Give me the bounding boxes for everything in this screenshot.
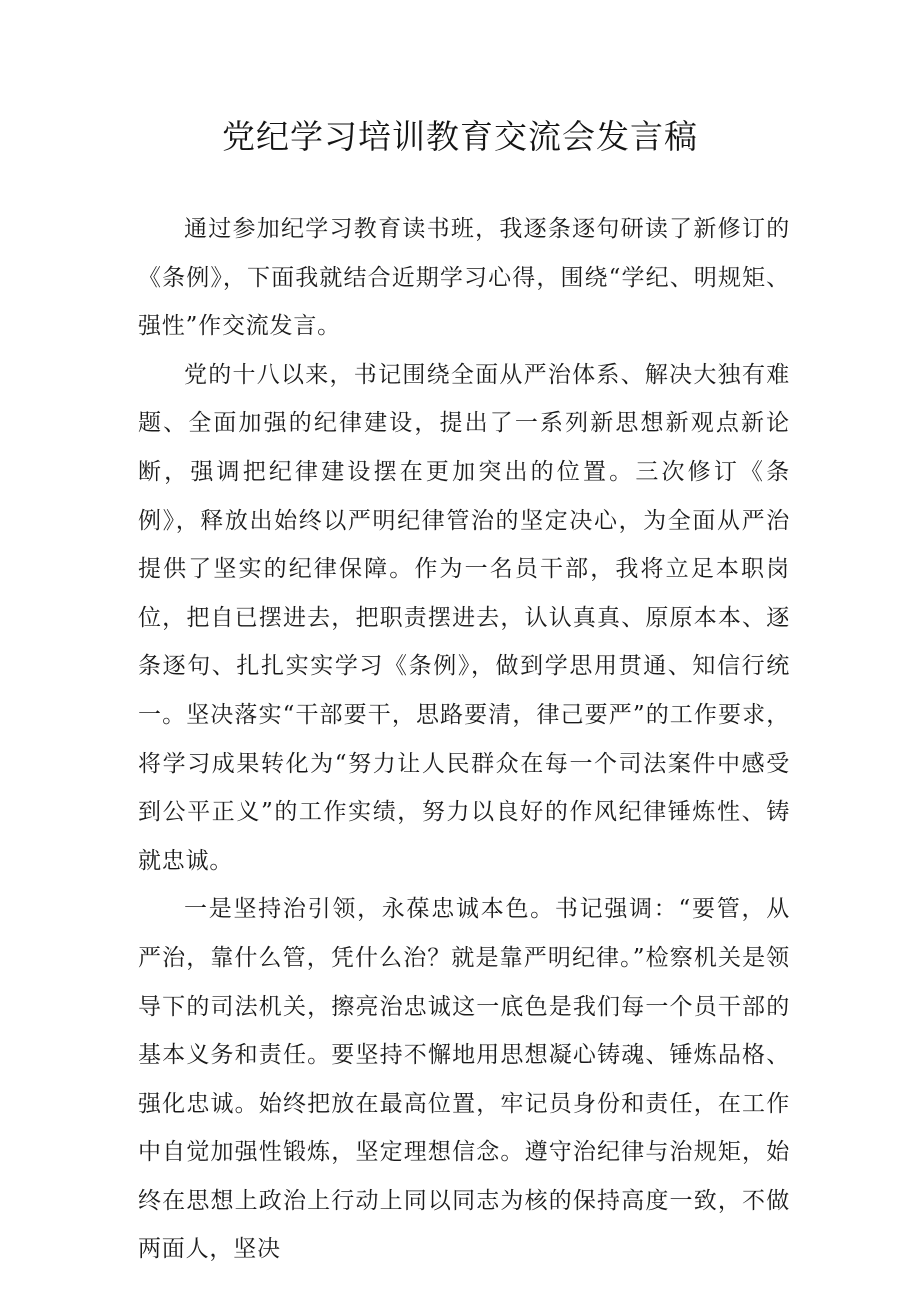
paragraph-intro: 通过参加纪学习教育读书班，我逐条逐句研读了新修订的《条例》，下面我就结合近期学习心得，围绕“学纪、明规矩、强性”作交流发言。 (138, 216, 790, 340)
paragraph-point-one: 一是坚持治引领，永葆忠诚本色。书记强调：“要管，从严治，靠什么管，凭什么治？就是靠严明纪律。”检察机关是领导下的司法机关，擦亮治忠诚这一底色是我们每一个员干部的基本义务和责任。要坚持不懈地用思想凝心铸魂、锤炼品格、强化忠诚。始终把放在最高位置，牢记员身份和责任，在工作中自觉加强性锻炼，坚定理想信念。遵守治纪律与治规矩，始终在思想上政治上行动上同以同志为核的保持高度一致，不做两面人，坚决 (138, 896, 790, 1263)
document-body (138, 205, 790, 1274)
document-title: 党纪学习培训教育交流会发言稿 (222, 117, 698, 156)
paragraph-background: 党的十八以来，书记围绕全面从严治体系、解决大独有难题、全面加强的纪律建设，提出了一系列新思想新观点新论断，强调把纪律建设摆在更加突出的位置。三次修订《条例》，释放出始终以严明纪律管治的坚定决心，为全面从严治提供了坚实的纪律保障。作为一名员干部，我将立足本职岗位，把自已摆进去，把职责摆进去，认认真真、原原本本、逐条逐句、扎扎实实学习《条例》，做到学思用贯通、知信行统一。坚决落实“干部要干，思路要清，律己要严”的工作要求，将学习成果转化为“努力让人民群众在每一个司法案件中感受到公平正义”的工作实绩，努力以良好的作风纪律锤炼性、铸就忠诚。 (138, 361, 790, 874)
